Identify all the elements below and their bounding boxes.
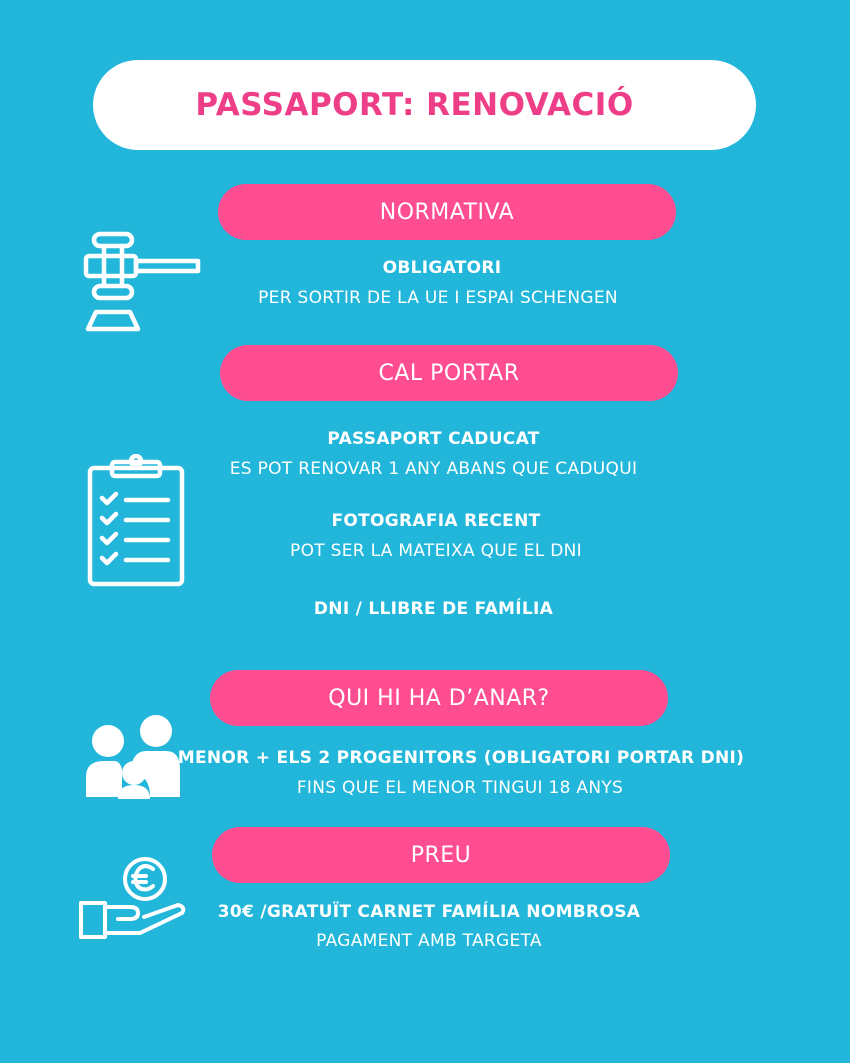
cal-portar-item-1-bold: PASSAPORT CADUCAT	[327, 429, 540, 449]
section-heading-label: CAL PORTAR	[378, 360, 520, 386]
section-heading-normativa	[218, 184, 676, 240]
qui-bold-line: MENOR + ELS 2 PROGENITORS (OBLIGATORI PORTAR DNI)	[177, 748, 745, 768]
cal-portar-item-3-bold: DNI / LLIBRE DE FAMÍLIA	[313, 599, 554, 619]
hand-euro-icon	[78, 855, 188, 943]
qui-text-line: FINS QUE EL MENOR TINGUI 18 ANYS	[296, 778, 624, 798]
section-heading-cal-portar	[220, 345, 678, 401]
cal-portar-item-2-bold: FOTOGRAFIA RECENT	[331, 511, 541, 531]
section-heading-label: QUI HI HA D’ANAR?	[328, 685, 550, 711]
preu-bold-line: 30€ /GRATUÏT CARNET FAMÍLIA NOMBROSA	[217, 902, 641, 922]
cal-portar-item-1-text: ES POT RENOVAR 1 ANY ABANS QUE CADUQUI	[229, 459, 638, 479]
preu-text-line: PAGAMENT AMB TARGETA	[316, 931, 542, 951]
page-title: PASSAPORT: RENOVACIÓ	[195, 87, 634, 123]
cal-portar-item-2-text: POT SER LA MATEIXA QUE EL DNI	[290, 541, 582, 561]
title-banner	[93, 60, 756, 150]
section-heading-qui-hi-ha-danar	[210, 670, 668, 726]
gavel-icon	[82, 230, 204, 334]
section-heading-preu	[212, 827, 670, 883]
normativa-text-line: PER SORTIR DE LA UE I ESPAI SCHENGEN	[258, 288, 618, 308]
section-heading-label: NORMATIVA	[379, 199, 515, 225]
section-heading-label: PREU	[410, 842, 472, 868]
normativa-bold-line: OBLIGATORI	[382, 258, 502, 278]
